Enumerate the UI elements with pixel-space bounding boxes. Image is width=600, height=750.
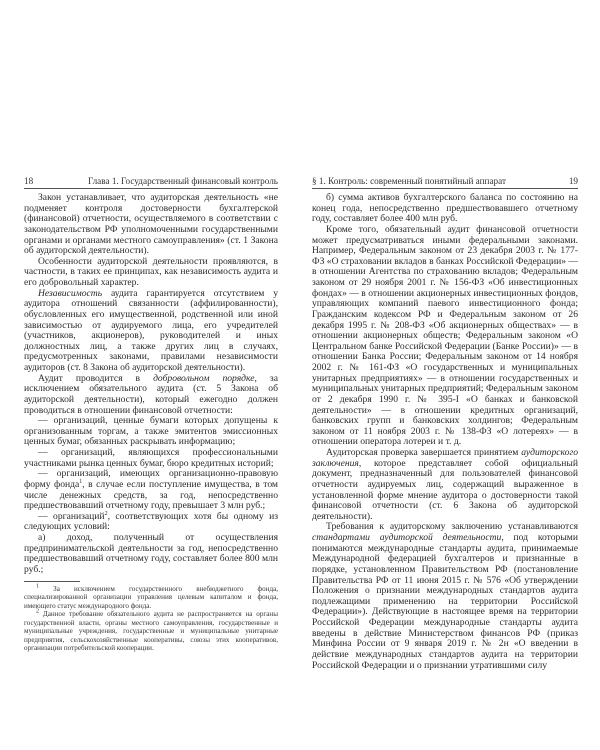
emphasis: аудиторского заключения [312, 447, 578, 469]
paragraph: а) доход, полученный от осуществления предпринимательской деятельности за год, непосредственно предшествовавший отчетному году, составляет более 800 млн руб.; [24, 532, 278, 575]
right-page [312, 176, 578, 671]
footnote-ref[interactable]: 1 [79, 478, 83, 485]
body-text [312, 193, 578, 671]
chapter-title: Глава 1. Государственный финансовый контроль [87, 176, 278, 186]
emphasis: Независимость [38, 287, 103, 299]
footnote-divider [24, 581, 80, 582]
left-page [24, 176, 278, 653]
list-item: — организаций$^2$, соответствующих хотя бы одному из следующих условий: [24, 510, 278, 533]
footnote-ref[interactable]: 2 [104, 510, 108, 517]
paragraph: б) сумма активов бухгалтерского баланса по состоянию на конец года, непосредственно предшествовавшего отчетному году, составляет более 400 млн руб. [312, 192, 578, 225]
emphasis: стандартами аудиторской деятельности [312, 532, 502, 543]
emphasis: добровольном порядке [153, 372, 255, 384]
running-head-right [312, 176, 578, 189]
page-number: 18 [24, 176, 34, 186]
footnotes [24, 585, 278, 653]
list-item: — организаций, являющихся профессиональными участниками рынка ценных бумаг, бюро кредитных историй; [24, 447, 278, 469]
footnote: $^2$ Данное требование обязательного аудита не распространяется на органы государственной власти, органы местного самоуправления, государственные и муниципальные учреждения, государственные и муниципальные унитарные предприятия, сельскохозяйственные кооперативы, союзы этих кооперативов, организации потребительской кооперации. [24, 608, 278, 652]
paragraph: Кроме того, обязательный аудит финансовой отчетности может предусматриваться иными федеральными законами. Например, Федеральным законом от 23 декабря 2003 г. № 177-ФЗ «О страховании вкладов в банках Российской Федерации» — в отношении Агентства по страхованию вкладов; Федеральным законом от 29 ноября 2001 г. № 156-ФЗ «Об инвестиционных фондах» — в отношении акционерных инвестиционных фондов, управляющих компаний паевого инвестиционного фонда; Гражданским кодексом РФ и Федеральным законом от 26 декабря 1995 г. № 208-ФЗ «Об акционерных обществах» — в отношении акционерных обществ; Федеральным законом «О Центральном банке Российской Федерации (Банке России)» — в отношении Банка России; Федеральным законом от 14 ноября 2002 г. № 161-ФЗ «О государственных и муниципальных унитарных предприятиях» — в отношении государственных и муниципальных унитарных предприятий; Федеральным законом от 2 декабря 1990 г. № 395-I «О банках и банковской деятельности» — в отношении кредитных организаций, банковских групп и банковских холдингов; Федеральным законом от 11 ноября 2003 г. № 138-ФЗ «О лотереях» — в отношении оператора лотереи и т. д. [312, 223, 579, 448]
paragraph: Особенности аудиторской деятельности проявляются, в частности, в таких ее принципах, как независимость аудита и его добровольный характер. [24, 255, 278, 288]
body-text [24, 193, 278, 576]
paragraph: Закон устанавливает, что аудиторская деятельность «не подменяет контроля достоверности бухгалтерской (финансовой) отчетности, осуществляемого в соответствии с законодательством РФ уполномоченными государственными органами и органами местного самоуправления» (ст. 1 Закона об аудиторской деятельности). [24, 192, 278, 257]
paragraph: Независимость аудита гарантируется отсутствием у аудитора отношений связанности (аффилированности), обусловленных его имущественной, родственной или иной зависимостью от аудируемого лица, его учредителей (участников, акционеров), руководителей и иных должностных лиц, а также других лиц в случаях, предусмотренных законами, правилами независимости аудиторов (ст. 8 Закона об аудиторской деятельности). [24, 287, 278, 373]
running-head-left [24, 176, 278, 189]
paragraph: Аудит проводится в добровольном порядке, за исключением обязательного аудита (ст. 5 Закона об аудиторской деятельности), который ежегодно должен проводиться в отношении финансовой отчетности: [24, 372, 278, 416]
footnote: $^1$ За исключением государственного внебюджетного фонда, специализированной организации управления целевым капиталом и фонда, имеющего статус международного фонда. [24, 583, 278, 610]
page-number: 19 [568, 176, 578, 186]
paragraph: Требования к аудиторскому заключению устанавливаются стандартами аудиторской деятельности, под которыми понимаются международные стандарты аудита, принимаемые Международной федерацией бухгалтеров и признанные в порядке, установленном Правительством РФ (постановление Правительства РФ от 11 июня 2015 г. № 576 «Об утверждении Положения о признании международных стандартов аудита подлежащими применению на территории Российской Федерации»). Действующие в настоящее время на территории Российской Федерации международные стандарты аудита введены в действие Министерством финансов РФ (приказ Минфина России от 9 января 2019 г. № 2н «О введении в действие международных стандартов аудита на территории Российской Федерации и о признании утратившими силу [312, 521, 578, 671]
list-item: — организаций, ценные бумаги которых допущены к организованным торгам, а также эмитентов эмиссионных ценных бумаг, обязанных раскрывать информацию; [24, 415, 278, 448]
list-item: — организаций, имеющих организационно-правовую форму фонда$^1$, в случае если поступление имущества, в том числе денежных средств, за год, непосредственно предшествовавший отчетному году, превышает 3 млн руб.; [24, 468, 279, 512]
section-title: § 1. Контроль: современный понятийный аппарат [312, 176, 506, 186]
paragraph: Аудиторская проверка завершается принятием аудиторского заключения, которое представляет собой официальный документ, предназначенный для пользователей финансовой отчетности аудируемых лиц, содержащий выраженное в установленной форме мнение аудитора о достоверности такой финансовой отчетности (ст. 6 Закона об аудиторской деятельности). [312, 447, 578, 522]
